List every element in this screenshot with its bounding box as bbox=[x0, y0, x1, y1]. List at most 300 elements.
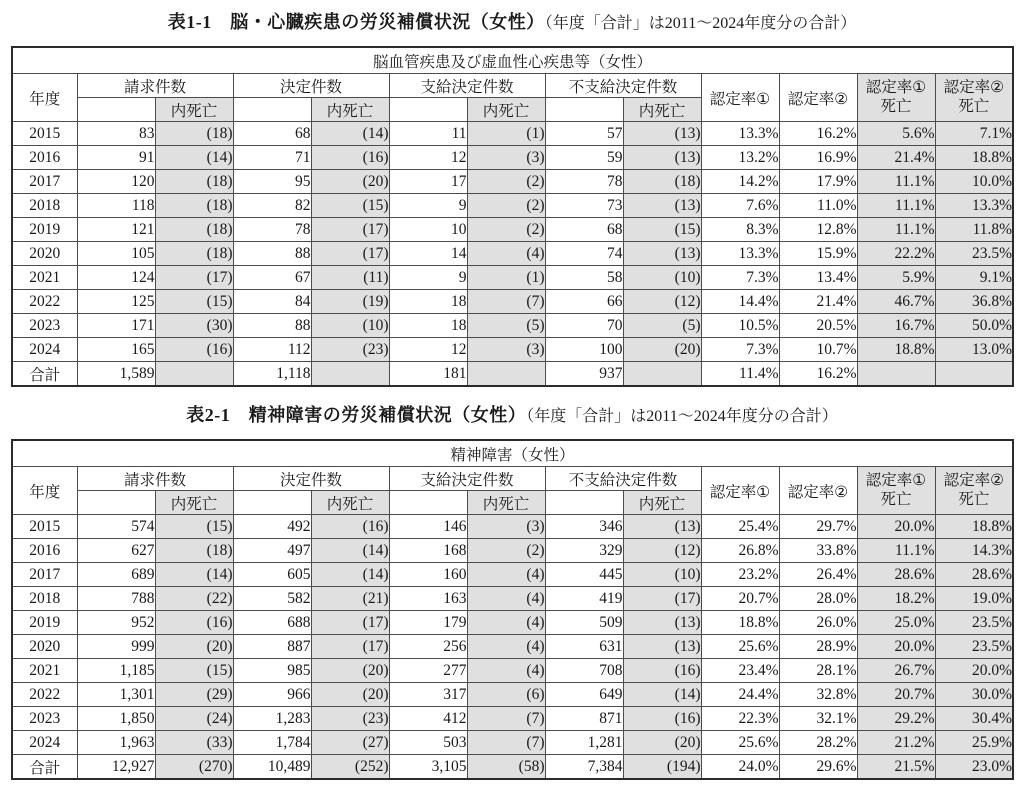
year-cell: 2022 bbox=[12, 683, 77, 707]
value-cell: 23.5% bbox=[935, 242, 1013, 266]
year-cell: 2019 bbox=[12, 218, 77, 242]
year-cell: 2023 bbox=[12, 314, 77, 338]
value-cell bbox=[857, 362, 935, 387]
rate1-death-label-line1: 認定率① bbox=[865, 79, 927, 97]
value-cell: 68 bbox=[233, 122, 311, 146]
value-cell: 88 bbox=[233, 242, 311, 266]
value-cell: 32.1% bbox=[779, 707, 857, 731]
subheader-inner-death: 内死亡 bbox=[623, 98, 701, 122]
value-cell: 165 bbox=[77, 338, 155, 362]
value-cell: 59 bbox=[545, 146, 623, 170]
value-cell: 256 bbox=[389, 635, 467, 659]
value-cell bbox=[935, 362, 1013, 387]
value-cell: 26.7% bbox=[857, 659, 935, 683]
value-cell: 88 bbox=[233, 314, 311, 338]
value-cell: (58) bbox=[467, 755, 545, 780]
value-cell: 84 bbox=[233, 290, 311, 314]
table-row bbox=[12, 611, 1013, 635]
value-cell: 346 bbox=[545, 515, 623, 539]
value-cell: (15) bbox=[155, 290, 233, 314]
col-header-year: 年度 bbox=[12, 74, 77, 122]
year-cell: 2023 bbox=[12, 707, 77, 731]
value-cell: (16) bbox=[155, 611, 233, 635]
subheader-inner-death: 内死亡 bbox=[155, 491, 233, 515]
rate2-death-label-line2: 死亡 bbox=[958, 490, 990, 508]
value-cell: (7) bbox=[467, 290, 545, 314]
value-cell: 26.0% bbox=[779, 611, 857, 635]
value-cell: 28.1% bbox=[779, 659, 857, 683]
value-cell: (7) bbox=[467, 731, 545, 755]
value-cell: (13) bbox=[623, 194, 701, 218]
value-cell: 13.3% bbox=[935, 194, 1013, 218]
value-cell: (16) bbox=[311, 515, 389, 539]
value-cell: 73 bbox=[545, 194, 623, 218]
value-cell: 95 bbox=[233, 170, 311, 194]
rate1-death-label-line1: 認定率① bbox=[865, 472, 927, 490]
value-cell: (3) bbox=[467, 338, 545, 362]
value-cell: (7) bbox=[467, 707, 545, 731]
value-cell bbox=[311, 362, 389, 387]
value-cell: (23) bbox=[311, 707, 389, 731]
year-cell: 2017 bbox=[12, 170, 77, 194]
value-cell: 11.4% bbox=[701, 362, 779, 387]
value-cell: (2) bbox=[467, 218, 545, 242]
value-cell: 503 bbox=[389, 731, 467, 755]
value-cell: 18 bbox=[389, 290, 467, 314]
value-cell: 1,784 bbox=[233, 731, 311, 755]
value-cell: 25.0% bbox=[857, 611, 935, 635]
value-cell: 11.1% bbox=[857, 170, 935, 194]
value-cell: (14) bbox=[311, 539, 389, 563]
value-cell: 29.7% bbox=[779, 515, 857, 539]
group-header-row bbox=[12, 47, 1013, 74]
value-cell: (4) bbox=[467, 587, 545, 611]
value-cell: 14 bbox=[389, 242, 467, 266]
value-cell: (194) bbox=[623, 755, 701, 780]
value-cell: 21.2% bbox=[857, 731, 935, 755]
value-cell: 46.7% bbox=[857, 290, 935, 314]
table-group-header: 精神障害（女性） bbox=[12, 440, 1013, 467]
value-cell: (15) bbox=[623, 218, 701, 242]
value-cell: 18.8% bbox=[935, 146, 1013, 170]
value-cell: (18) bbox=[155, 122, 233, 146]
value-cell: (18) bbox=[155, 242, 233, 266]
value-cell: 1,283 bbox=[233, 707, 311, 731]
value-cell: 11.0% bbox=[779, 194, 857, 218]
subheader-empty bbox=[77, 98, 155, 122]
value-cell: 419 bbox=[545, 587, 623, 611]
value-cell: 125 bbox=[77, 290, 155, 314]
value-cell: (12) bbox=[623, 539, 701, 563]
value-cell: 24.4% bbox=[701, 683, 779, 707]
value-cell: 13.4% bbox=[779, 266, 857, 290]
value-cell: 78 bbox=[545, 170, 623, 194]
subheader-empty bbox=[233, 491, 311, 515]
value-cell: 18.8% bbox=[701, 611, 779, 635]
year-cell: 2020 bbox=[12, 242, 77, 266]
value-cell: (20) bbox=[155, 635, 233, 659]
year-cell: 2024 bbox=[12, 338, 77, 362]
value-cell: (3) bbox=[467, 515, 545, 539]
value-cell: (16) bbox=[311, 146, 389, 170]
value-cell: 12 bbox=[389, 338, 467, 362]
value-cell: (23) bbox=[311, 338, 389, 362]
value-cell: (15) bbox=[155, 659, 233, 683]
value-cell: 574 bbox=[77, 515, 155, 539]
table-row bbox=[12, 659, 1013, 683]
subheader-empty bbox=[389, 491, 467, 515]
value-cell: (10) bbox=[623, 266, 701, 290]
value-cell: 112 bbox=[233, 338, 311, 362]
value-cell: 57 bbox=[545, 122, 623, 146]
value-cell: 18 bbox=[389, 314, 467, 338]
value-cell: 3,105 bbox=[389, 755, 467, 780]
value-cell: 14.4% bbox=[701, 290, 779, 314]
value-cell: 74 bbox=[545, 242, 623, 266]
year-cell: 2016 bbox=[12, 146, 77, 170]
value-cell: 23.0% bbox=[935, 755, 1013, 780]
value-cell: 68 bbox=[545, 218, 623, 242]
col-header-claims: 請求件数 bbox=[77, 74, 233, 98]
value-cell: 22.2% bbox=[857, 242, 935, 266]
value-cell: 10 bbox=[389, 218, 467, 242]
year-cell: 2018 bbox=[12, 587, 77, 611]
value-cell: (27) bbox=[311, 731, 389, 755]
value-cell: 20.0% bbox=[857, 635, 935, 659]
value-cell: (17) bbox=[155, 266, 233, 290]
value-cell: 33.8% bbox=[779, 539, 857, 563]
value-cell: (1) bbox=[467, 266, 545, 290]
value-cell: (4) bbox=[467, 659, 545, 683]
year-cell: 2022 bbox=[12, 290, 77, 314]
col-header-decisions: 決定件数 bbox=[233, 467, 389, 491]
subheader-empty bbox=[545, 98, 623, 122]
value-cell: 16.2% bbox=[779, 362, 857, 387]
value-cell: 13.2% bbox=[701, 146, 779, 170]
value-cell: (15) bbox=[311, 194, 389, 218]
value-cell: 937 bbox=[545, 362, 623, 387]
value-cell: 1,281 bbox=[545, 731, 623, 755]
value-cell: (13) bbox=[623, 242, 701, 266]
value-cell: 171 bbox=[77, 314, 155, 338]
value-cell: 8.3% bbox=[701, 218, 779, 242]
column-header-row bbox=[12, 467, 1013, 491]
table-row bbox=[12, 515, 1013, 539]
rate2-death-label-line1: 認定率② bbox=[943, 472, 1004, 490]
table-row bbox=[12, 194, 1013, 218]
value-cell: 91 bbox=[77, 146, 155, 170]
value-cell: 26.4% bbox=[779, 563, 857, 587]
value-cell: 18.8% bbox=[857, 338, 935, 362]
brain-heart-disease-table bbox=[11, 46, 1014, 387]
value-cell: 985 bbox=[233, 659, 311, 683]
value-cell: (20) bbox=[311, 683, 389, 707]
value-cell: (14) bbox=[311, 563, 389, 587]
value-cell: 29.2% bbox=[857, 707, 935, 731]
value-cell: 16.9% bbox=[779, 146, 857, 170]
value-cell: 105 bbox=[77, 242, 155, 266]
value-cell: (20) bbox=[311, 659, 389, 683]
value-cell: (12) bbox=[623, 290, 701, 314]
subheader-empty bbox=[545, 491, 623, 515]
value-cell: 13.3% bbox=[701, 122, 779, 146]
value-cell: 445 bbox=[545, 563, 623, 587]
value-cell: (4) bbox=[467, 242, 545, 266]
col-header-rate1-death bbox=[857, 467, 935, 515]
col-header-denial-decisions: 不支給決定件数 bbox=[545, 467, 701, 491]
table-row bbox=[12, 146, 1013, 170]
col-header-grant-decisions: 支給決定件数 bbox=[389, 467, 545, 491]
table-row bbox=[12, 755, 1013, 780]
value-cell: 21.5% bbox=[857, 755, 935, 780]
value-cell: 492 bbox=[233, 515, 311, 539]
value-cell: 10.0% bbox=[935, 170, 1013, 194]
year-cell: 2019 bbox=[12, 611, 77, 635]
year-cell: 2020 bbox=[12, 635, 77, 659]
value-cell: 181 bbox=[389, 362, 467, 387]
value-cell: 121 bbox=[77, 218, 155, 242]
col-header-claims: 請求件数 bbox=[77, 467, 233, 491]
table-row bbox=[12, 731, 1013, 755]
value-cell: 22.3% bbox=[701, 707, 779, 731]
value-cell: 7.1% bbox=[935, 122, 1013, 146]
value-cell: 14.2% bbox=[701, 170, 779, 194]
table-group-header: 脳血管疾患及び虚血性心疾患等（女性） bbox=[12, 47, 1013, 74]
value-cell: 11 bbox=[389, 122, 467, 146]
value-cell: (11) bbox=[311, 266, 389, 290]
value-cell: (13) bbox=[623, 635, 701, 659]
value-cell: (13) bbox=[623, 122, 701, 146]
col-header-rate2-death bbox=[935, 74, 1013, 122]
value-cell: (18) bbox=[155, 170, 233, 194]
value-cell: 952 bbox=[77, 611, 155, 635]
value-cell: (17) bbox=[311, 218, 389, 242]
value-cell: 999 bbox=[77, 635, 155, 659]
value-cell: (17) bbox=[311, 611, 389, 635]
value-cell: (10) bbox=[311, 314, 389, 338]
value-cell: 631 bbox=[545, 635, 623, 659]
value-cell: 25.6% bbox=[701, 635, 779, 659]
value-cell: (2) bbox=[467, 539, 545, 563]
year-cell: 2015 bbox=[12, 122, 77, 146]
value-cell: 966 bbox=[233, 683, 311, 707]
value-cell: 25.9% bbox=[935, 731, 1013, 755]
value-cell: 21.4% bbox=[779, 290, 857, 314]
table-row bbox=[12, 170, 1013, 194]
value-cell: 5.9% bbox=[857, 266, 935, 290]
col-header-rate1: 認定率① bbox=[701, 467, 779, 515]
value-cell: (33) bbox=[155, 731, 233, 755]
table1-title-note: （年度「合計」は2011～2024年度分の合計） bbox=[544, 15, 857, 32]
value-cell: (15) bbox=[155, 515, 233, 539]
table-row bbox=[12, 563, 1013, 587]
table2-title bbox=[0, 387, 1024, 439]
value-cell: 497 bbox=[233, 539, 311, 563]
year-cell: 2021 bbox=[12, 266, 77, 290]
value-cell: 25.6% bbox=[701, 731, 779, 755]
value-cell: (14) bbox=[311, 122, 389, 146]
value-cell: (16) bbox=[623, 707, 701, 731]
value-cell: 118 bbox=[77, 194, 155, 218]
value-cell: 11.1% bbox=[857, 539, 935, 563]
value-cell: 688 bbox=[233, 611, 311, 635]
group-header-row bbox=[12, 440, 1013, 467]
table1-body bbox=[12, 122, 1013, 387]
value-cell: 71 bbox=[233, 146, 311, 170]
value-cell: (20) bbox=[623, 338, 701, 362]
table-row bbox=[12, 242, 1013, 266]
value-cell: (3) bbox=[467, 146, 545, 170]
value-cell: 58 bbox=[545, 266, 623, 290]
table-row bbox=[12, 314, 1013, 338]
value-cell: 277 bbox=[389, 659, 467, 683]
year-cell: 2021 bbox=[12, 659, 77, 683]
table-row bbox=[12, 218, 1013, 242]
value-cell: 30.0% bbox=[935, 683, 1013, 707]
value-cell: 12,927 bbox=[77, 755, 155, 780]
value-cell: (24) bbox=[155, 707, 233, 731]
value-cell: 50.0% bbox=[935, 314, 1013, 338]
value-cell: 82 bbox=[233, 194, 311, 218]
value-cell: 17 bbox=[389, 170, 467, 194]
subheader-empty bbox=[77, 491, 155, 515]
value-cell: 18.2% bbox=[857, 587, 935, 611]
value-cell: 887 bbox=[233, 635, 311, 659]
value-cell: (17) bbox=[311, 635, 389, 659]
value-cell: 20.7% bbox=[701, 587, 779, 611]
value-cell: 11.1% bbox=[857, 218, 935, 242]
value-cell: 20.0% bbox=[857, 515, 935, 539]
value-cell: 13.0% bbox=[935, 338, 1013, 362]
value-cell: 15.9% bbox=[779, 242, 857, 266]
value-cell: (20) bbox=[311, 170, 389, 194]
column-header-row bbox=[12, 74, 1013, 98]
col-header-decisions: 決定件数 bbox=[233, 74, 389, 98]
year-cell: 2024 bbox=[12, 731, 77, 755]
value-cell: 26.8% bbox=[701, 539, 779, 563]
col-header-rate2: 認定率② bbox=[779, 74, 857, 122]
subheader-inner-death: 内死亡 bbox=[311, 98, 389, 122]
subheader-empty bbox=[233, 98, 311, 122]
value-cell: (6) bbox=[467, 683, 545, 707]
value-cell: 1,118 bbox=[233, 362, 311, 387]
rate1-death-label-line2: 死亡 bbox=[880, 490, 912, 508]
value-cell: 78 bbox=[233, 218, 311, 242]
rate1-death-label-line2: 死亡 bbox=[880, 97, 912, 115]
value-cell: 36.8% bbox=[935, 290, 1013, 314]
value-cell: (18) bbox=[155, 539, 233, 563]
value-cell: 9.1% bbox=[935, 266, 1013, 290]
value-cell: 1,185 bbox=[77, 659, 155, 683]
mental-disorder-table bbox=[11, 439, 1014, 780]
value-cell: 7.3% bbox=[701, 338, 779, 362]
value-cell: 11.8% bbox=[935, 218, 1013, 242]
value-cell: (5) bbox=[467, 314, 545, 338]
value-cell: 23.5% bbox=[935, 635, 1013, 659]
value-cell: 100 bbox=[545, 338, 623, 362]
value-cell: (5) bbox=[623, 314, 701, 338]
table-row bbox=[12, 266, 1013, 290]
value-cell: 120 bbox=[77, 170, 155, 194]
value-cell: 66 bbox=[545, 290, 623, 314]
value-cell: 11.1% bbox=[857, 194, 935, 218]
value-cell: 23.4% bbox=[701, 659, 779, 683]
value-cell: 9 bbox=[389, 194, 467, 218]
value-cell: (22) bbox=[155, 587, 233, 611]
value-cell: 19.0% bbox=[935, 587, 1013, 611]
value-cell: 317 bbox=[389, 683, 467, 707]
value-cell: 649 bbox=[545, 683, 623, 707]
value-cell: 7.3% bbox=[701, 266, 779, 290]
value-cell bbox=[467, 362, 545, 387]
table2-title-main: 表2-1 精神障害の労災補償状況（女性） bbox=[186, 405, 527, 425]
value-cell: 412 bbox=[389, 707, 467, 731]
value-cell: 83 bbox=[77, 122, 155, 146]
table2-title-note: （年度「合計」は2011～2024年度分の合計） bbox=[526, 408, 838, 425]
value-cell: (4) bbox=[467, 635, 545, 659]
value-cell: 67 bbox=[233, 266, 311, 290]
value-cell: (10) bbox=[623, 563, 701, 587]
value-cell: 163 bbox=[389, 587, 467, 611]
col-header-rate1-death bbox=[857, 74, 935, 122]
value-cell: (13) bbox=[623, 611, 701, 635]
value-cell: 5.6% bbox=[857, 122, 935, 146]
value-cell: (13) bbox=[623, 515, 701, 539]
table-row bbox=[12, 539, 1013, 563]
value-cell: 20.7% bbox=[857, 683, 935, 707]
subheader-empty bbox=[389, 98, 467, 122]
value-cell: (14) bbox=[155, 563, 233, 587]
value-cell: 12.8% bbox=[779, 218, 857, 242]
value-cell: 871 bbox=[545, 707, 623, 731]
value-cell: 146 bbox=[389, 515, 467, 539]
year-cell: 合計 bbox=[12, 362, 77, 387]
subheader-inner-death: 内死亡 bbox=[467, 98, 545, 122]
value-cell: 627 bbox=[77, 539, 155, 563]
table-row bbox=[12, 362, 1013, 387]
value-cell: (29) bbox=[155, 683, 233, 707]
value-cell: 582 bbox=[233, 587, 311, 611]
value-cell: 160 bbox=[389, 563, 467, 587]
rate2-death-label-line2: 死亡 bbox=[958, 97, 990, 115]
table-row bbox=[12, 587, 1013, 611]
value-cell: (4) bbox=[467, 611, 545, 635]
value-cell: (4) bbox=[467, 563, 545, 587]
value-cell: 18.8% bbox=[935, 515, 1013, 539]
value-cell: (2) bbox=[467, 170, 545, 194]
value-cell: (18) bbox=[155, 194, 233, 218]
table1-title-main: 表1-1 脳・心臓疾患の労災補償状況（女性） bbox=[167, 12, 545, 32]
value-cell: 29.6% bbox=[779, 755, 857, 780]
value-cell: 12 bbox=[389, 146, 467, 170]
value-cell: 1,963 bbox=[77, 731, 155, 755]
value-cell: (19) bbox=[311, 290, 389, 314]
value-cell: 9 bbox=[389, 266, 467, 290]
value-cell: (270) bbox=[155, 755, 233, 780]
value-cell: (16) bbox=[623, 659, 701, 683]
table-row bbox=[12, 338, 1013, 362]
value-cell: 10.5% bbox=[701, 314, 779, 338]
year-cell: 2017 bbox=[12, 563, 77, 587]
subheader-inner-death: 内死亡 bbox=[311, 491, 389, 515]
value-cell: 14.3% bbox=[935, 539, 1013, 563]
value-cell bbox=[623, 362, 701, 387]
table-row bbox=[12, 635, 1013, 659]
table-row bbox=[12, 683, 1013, 707]
year-cell: 2018 bbox=[12, 194, 77, 218]
table-row bbox=[12, 707, 1013, 731]
subheader-inner-death: 内死亡 bbox=[623, 491, 701, 515]
